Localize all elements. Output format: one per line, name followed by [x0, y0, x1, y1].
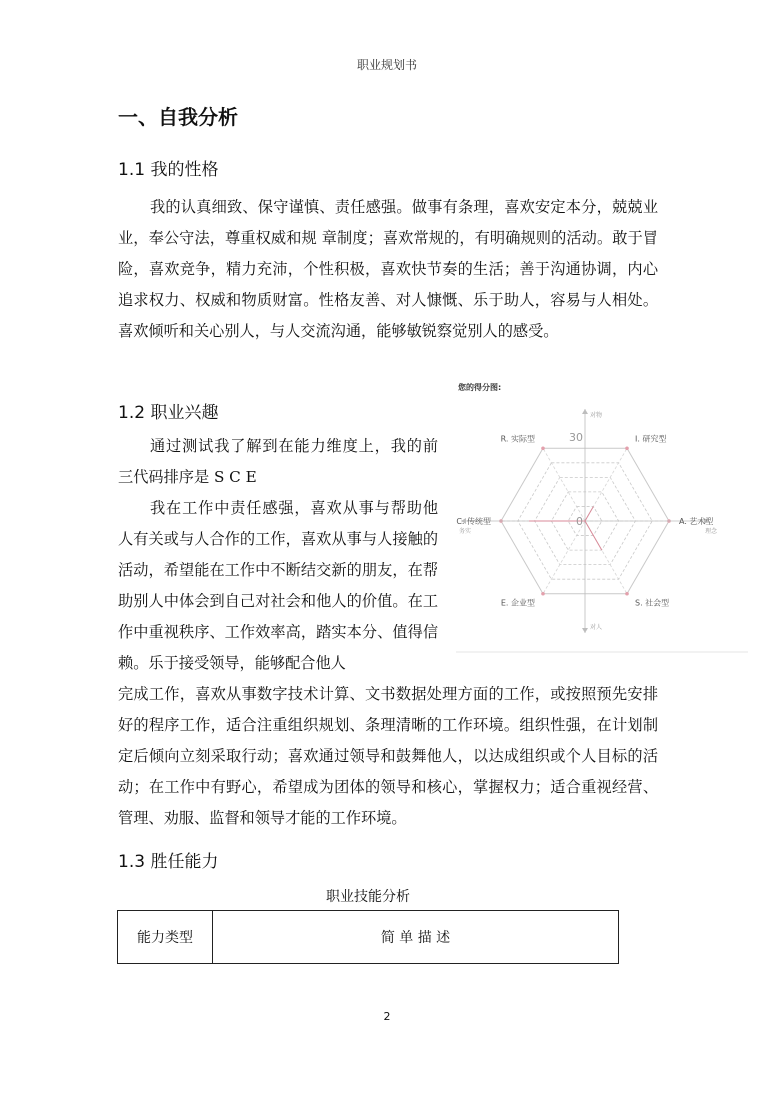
radar-axis-label: R. 实际型 — [500, 434, 535, 444]
tick-label-min: 0 — [576, 515, 583, 528]
radar-score-area — [529, 506, 602, 550]
chart-title: 您的得分图: — [458, 383, 502, 392]
radar-chart — [450, 375, 750, 655]
page-number: 2 — [383, 1010, 391, 1023]
radar-axis-label: C. 传统型 — [456, 517, 491, 526]
interest-paragraph-body: 我在工作中责任感强，喜欢从事与帮助他人有关或与人合作的工作，喜欢从事与人接触的活动，希望能在工作中不断结交新的朋友，在帮助别人中体会到自己对社会和他人的价值。在工作中重视秩序、工作效率高，踏实本分、值得信赖。乐于接受领导，能够配合他人 — [118, 499, 438, 672]
competence-heading: 1.3 胜任能力 — [118, 852, 219, 872]
interest-paragraph-continued: 完成工作，喜欢从事数字技术计算、文书数据处理方面的工作，或按照预先安排好的程序工作，适合注重组织规划、条理清晰的工作环境。组织性强，在计划制定后倾向立刻采取行动；喜欢通过领导和鼓舞他人，以达成组织或个人目标的活动；在工作中有野心，希望成为团体的领导和核心，掌握权力；适合重视经营、管理、劝服、监督和领导才能的工作环境。 — [118, 685, 658, 827]
column-header-type: 能力类型 — [118, 911, 213, 964]
axis-annotation-bottom: 对人 — [590, 624, 603, 631]
skills-table — [117, 910, 619, 964]
radar-axis-label: I. 研究型 — [635, 434, 667, 444]
radar-vertex-dot — [625, 446, 629, 450]
arrow-top-icon — [582, 409, 588, 414]
radar-axis-label: S. 社会型 — [635, 598, 670, 608]
tick-label-max: 30 — [569, 431, 583, 444]
radar-vertex-dot — [541, 446, 545, 450]
axis-annotation-right: 理念 — [705, 528, 718, 535]
section-title: 一、自我分析 — [118, 105, 238, 129]
radar-axis-label: A. 艺术型 — [679, 517, 714, 526]
radar-spoke — [543, 448, 585, 521]
table-caption: 职业技能分析 — [326, 889, 410, 905]
column-header-description: 简 单 描 述 — [213, 911, 619, 964]
interest-paragraph-code: 通过测试我了解到在能力维度上，我的前三代码排序是 S C E — [118, 437, 438, 486]
table-header-row — [118, 911, 619, 964]
radar-vertex-dot — [625, 592, 629, 596]
arrow-bottom-icon — [582, 628, 588, 633]
page-header: 职业规划书 — [356, 58, 417, 72]
axis-annotation-left: 务实 — [459, 528, 472, 535]
personality-paragraph: 我的认真细致、保守谨慎、责任感强。做事有条理，喜欢安定本分，兢兢业业，奉公守法，尊重权威和规 章制度；喜欢常规的，有明确规则的活动。敢于冒险，喜欢竞争，精力充沛，个性积极，喜欢快节奏的生活；善于沟通协调，内心追求权力、权威和物质财富。性格友善、对人慷慨、乐于助人，容易与人相处。喜欢倾听和关心别人，与人交流沟通，能够敏锐察觉别人的感受。 — [118, 198, 658, 340]
axis-annotation-top: 对物 — [590, 412, 603, 419]
personality-heading: 1.1 我的性格 — [118, 160, 219, 180]
radar-vertex-dot — [541, 592, 545, 596]
radar-axis-label: E. 企业型 — [500, 598, 535, 608]
interest-heading: 1.2 职业兴趣 — [118, 403, 219, 423]
radar-spoke — [543, 521, 585, 594]
